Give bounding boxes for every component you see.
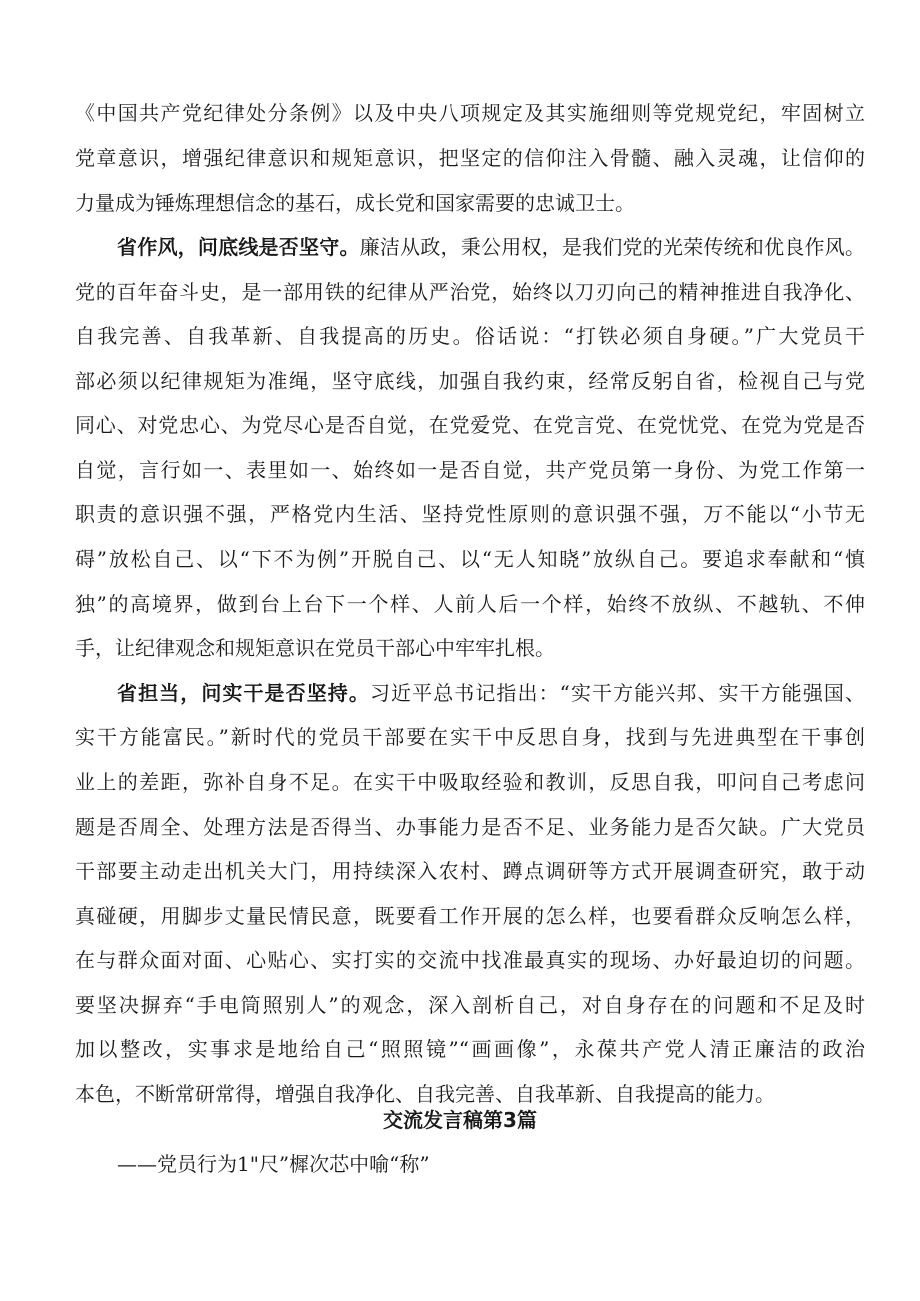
- paragraph-line: 部必须以纪律规矩为准绳，坚守底线，加强自我约束，经常反躬自省，检视自己与党: [75, 369, 865, 393]
- section-first-line: [117, 232, 865, 262]
- paragraph-line: 加以整改，实事求是地给自己“照照镜”“画画像”，永葆共产党人清正廉洁的政治: [75, 1037, 865, 1061]
- paragraph-line: 业上的差距，弥补自身不足。在实干中吸取经验和教训，反思自我，叩问自己考虑问: [75, 770, 865, 794]
- paragraph-line: 党的百年奋斗史，是一部用铁的纪律从严治党，始终以刀刃向己的精神推进自我净化、: [75, 280, 865, 304]
- section-first-line-text: 廉洁从政，秉公用权，是我们党的光荣传统和优良作风。: [359, 235, 865, 259]
- paragraph-line: 真碰硬，用脚步丈量民情民意，既要看工作开展的怎么样，也要看群众反响怎么样，: [75, 904, 865, 928]
- paragraph-line: 党章意识，增强纪律意识和规矩意识，把坚定的信仰注入骨髓、融入灵魂，让信仰的: [75, 146, 865, 170]
- paragraph-line: 力量成为锤炼理想信念的基石，成长党和国家需要的忠诚卫士。: [75, 191, 635, 215]
- paragraph-line: 实干方能富民。”新时代的党员干部要在实干中反思自身，找到与先进典型在干事创: [75, 725, 865, 749]
- paragraph-line: 碍”放松自己、以“下不为例”开脱自己、以“无人知晓”放纵自己。要追求奉献和“慎: [75, 547, 865, 571]
- section-first-line-text: 习近平总书记指出：“实干方能兴邦、实干方能强国、: [369, 681, 865, 705]
- paragraph-line: 干部要主动走出机关大门，用持续深入农村、蹲点调研等方式开展调查研究，敢于动: [75, 859, 865, 883]
- paragraph-line: 题是否周全、处理方法是否得当、办事能力是否不足、业务能力是否欠缺。广大党员: [75, 815, 865, 839]
- paragraph-line: 要坚决摒弃“手电筒照别人”的观念，深入剖析自己，对自身存在的问题和不足及时: [75, 993, 865, 1017]
- section-lead-responsibility: 省担当，问实干是否坚持。: [117, 681, 370, 705]
- paragraph-line: 独”的高境界，做到台上台下一个样、人前人后一个样，始终不放纵、不越轨、不伸: [75, 592, 865, 616]
- paragraph-line: 本色，不断常研常得，增强自我净化、自我完善、自我革新、自我提高的能力。: [75, 1082, 775, 1106]
- section-first-line: [117, 678, 865, 708]
- paragraph-line: 在与群众面对面、心贴心、实打实的交流中找准最真实的现场、办好最迫切的问题。: [75, 948, 865, 972]
- paragraph-line: 《中国共产党纪律处分条例》以及中央八项规定及其实施细则等党规党纪，牢固树立: [75, 101, 865, 125]
- paragraph-line: 自觉，言行如一、表里如一、始终如一是否自觉，共产党员第一身份、为党工作第一: [75, 458, 865, 482]
- article-title: 交流发言稿第3篇: [383, 1108, 537, 1132]
- article-subtitle: ——党员行为1"尺”樨次芯中喻“称”: [117, 1152, 430, 1176]
- paragraph-line: 职责的意识强不强，严格党内生活、坚持党性原则的意识强不强，万不能以“小节无: [75, 502, 865, 526]
- paragraph-line: 同心、对党忠心、为党尽心是否自觉，在党爱党、在党言党、在党忧党、在党为党是否: [75, 413, 865, 437]
- paragraph-line: 手，让纪律观念和规矩意识在党员干部心中牢牢扎根。: [75, 636, 555, 660]
- section-lead-conduct: 省作风，问底线是否坚守。: [117, 235, 360, 259]
- paragraph-line: 自我完善、自我革新、自我提高的历史。俗话说：“打铁必须自身硬。”广大党员干: [75, 324, 865, 348]
